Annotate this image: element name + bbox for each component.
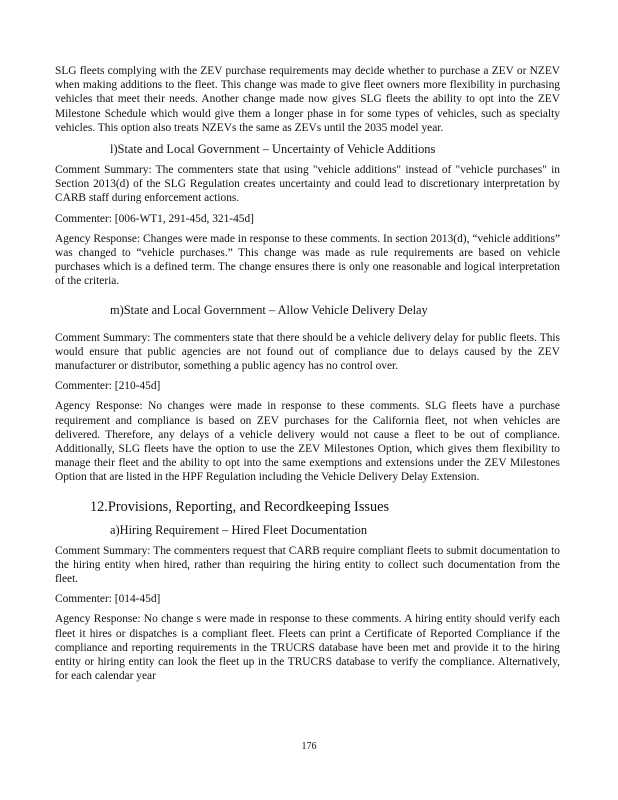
section-12-heading: 12.Provisions, Reporting, and Recordkeeping Issues (90, 498, 390, 515)
intro-paragraph: SLG fleets complying with the ZEV purchase requirements may decide whether to purchase a ZEV or NZEV when making additions to the fleet. This change was made to give fleet owners more flexibility in purchasing vehicles that meet their needs. Another change made now gives SLG fleets the ability to opt into the ZEV Milestone Schedule which would give them a longer phase in for some types of vehicles, such as specialty vehicles. This option also treats NZEVs the same as ZEVs until the 2035 model year. (55, 65, 560, 134)
section-m-comment-summary: Comment Summary: The commenters state that there should be a vehicle delivery delay for public fleets. This would ensure that public agencies are not found out of compliance due to delays caused by the ZEV manufacturer or distributor, something a public agency has no control over. (55, 331, 560, 373)
section-m-agency-response: Agency Response: No changes were made in response to these comments. SLG fleets have a purchase requirement and compliance is based on ZEV purchases for the California fleet, not when vehicles are delivered. Therefore, any delays of a vehicle delivery would not cause a fleet to be out of compliance. Additionally, SLG fleets have the option to use the ZEV Milestones Option, which gives them flexibility to manage their fleet and the ability to opt into the same exemptions and extensions under the ZEV Milestones Option that are listed in the HPF Regulation including the Vehicle Delivery Delay Extension. (55, 400, 560, 484)
section-m-commenter: Commenter: [210-45d] (55, 380, 161, 393)
section-12a-agency-response: Agency Response: No change s were made in response to these comments. A hiring entity should verify each fleet it hires or dispatches is a compliant fleet. Fleets can print a Certificate of Reported Compliance if the compliance and reporting requirements in the TRUCRS database have been met and provide it to the hiring entity or hiring entity can look the fleet up in the TRUCRS database to verify the compliance. Alternatively, for each calendar year (55, 613, 560, 683)
section-12a-comment-summary: Comment Summary: The commenters request that CARB require compliant fleets to submit documentation to the hiring entity when hired, rather than requiring the hiring entity to collect such documentation from the fleet. (55, 544, 560, 586)
section-12a-commenter: Commenter: [014-45d] (55, 593, 161, 606)
section-l-agency-response: Agency Response: Changes were made in response to these comments. In section 2013(d), “vehicle additions” was changed to “vehicle purchases.” This change was made as rule requirements are based on vehicle purchases which is a defined term. The change ensures there is only one reasonable and logical interpretation of the criteria. (55, 232, 560, 288)
section-l-heading: l)State and Local Government – Uncertainty of Vehicle Additions (110, 142, 436, 157)
section-12a-heading: a)Hiring Requirement – Hired Fleet Documentation (110, 522, 368, 537)
section-l-commenter: Commenter: [006-WT1, 291-45d, 321-45d] (55, 212, 254, 225)
page-content (55, 64, 560, 684)
section-l-comment-summary: Comment Summary: The commenters state that using "vehicle additions" instead of "vehicle purchases" in Section 2013(d) of the SLG Regulation creates uncertainty and could lead to discretionary interpretation by CARB staff during enforcement actions. (55, 164, 560, 205)
page-number: 176 (301, 741, 317, 752)
section-m-heading: m)State and Local Government – Allow Vehicle Delivery Delay (110, 302, 428, 317)
